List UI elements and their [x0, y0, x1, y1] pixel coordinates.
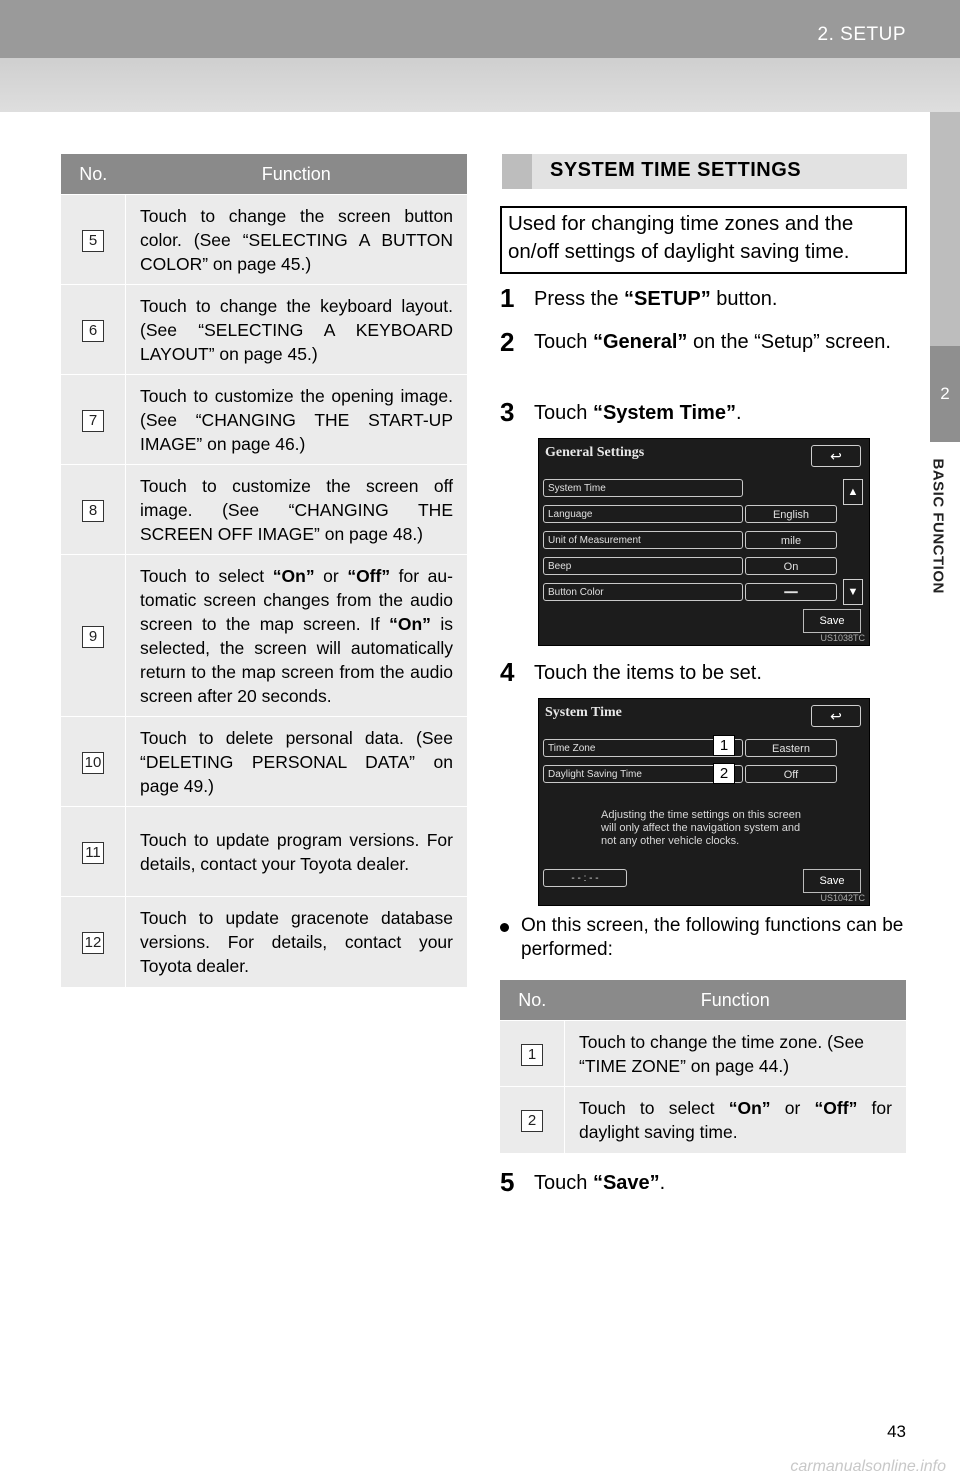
- row-function-text: Touch to delete personal data. (See “DELETING PERSONAL DATA” on page 49.): [126, 717, 468, 807]
- text-part: Touch to select: [579, 1097, 729, 1118]
- table-row: [61, 465, 467, 555]
- bullet-icon: [500, 923, 509, 932]
- step-3: [500, 398, 742, 428]
- table-row: [500, 1021, 906, 1087]
- step-bold: “General”: [592, 331, 688, 353]
- page-header: [0, 0, 960, 112]
- step-text: .: [659, 1172, 666, 1194]
- scroll-down-button[interactable]: ▼: [843, 579, 863, 605]
- step-number: 3: [500, 397, 515, 427]
- back-button[interactable]: ↩: [811, 705, 861, 727]
- system-time-row[interactable]: System Time: [543, 479, 743, 497]
- step-text: Touch the items to be set.: [534, 662, 762, 684]
- row-number-badge: 6: [82, 320, 104, 342]
- step-text: .: [735, 402, 742, 424]
- col-no-header: No.: [61, 154, 126, 195]
- daylight-saving-value[interactable]: Off: [745, 765, 837, 783]
- row-number-badge: 1: [521, 1044, 543, 1066]
- table-row: [61, 897, 467, 987]
- row-number-badge: 5: [82, 230, 104, 252]
- general-settings-screenshot: [538, 438, 870, 646]
- step-number: 4: [500, 657, 515, 687]
- unit-value[interactable]: mile: [745, 531, 837, 549]
- step-text: Touch: [534, 1172, 593, 1194]
- table-row: [61, 717, 467, 807]
- language-row[interactable]: Language: [543, 505, 743, 523]
- step-text: button.: [710, 288, 778, 310]
- row-function-text: Touch to update program versions. For details, contact your Toyota dealer.: [126, 807, 468, 897]
- function-table-right: [500, 980, 906, 1153]
- on-label: “On”: [728, 1097, 771, 1118]
- step-text: Touch: [534, 331, 593, 353]
- step-text: Press the: [534, 288, 625, 310]
- row-function-text: Touch to customize the screen off image. (See “CHANGING THE SCREEN OFF IMAGE” on page 48.): [126, 465, 468, 555]
- row-function-text: Touch to change the screen button color. (See “SELECTING A BUTTON COLOR” on page 45.): [126, 195, 468, 285]
- on-label: “On”: [389, 613, 431, 634]
- table-row: [61, 807, 467, 897]
- section-heading: [502, 154, 907, 189]
- section-title: 2. SETUP: [817, 24, 906, 45]
- row-function-text: Touch to customize the opening image. (See “CHANGING THE START-UP IMAGE” on page 46.): [126, 375, 468, 465]
- row-number-badge: 9: [82, 626, 104, 648]
- button-color-value[interactable]: ━━: [745, 583, 837, 601]
- beep-row[interactable]: Beep: [543, 557, 743, 575]
- row-function-text: Touch to update gracenote database versions. For details, contact your Toyota dealer.: [126, 897, 468, 987]
- table-row: [61, 555, 467, 717]
- row-function-text: Touch to change the keyboard layout. (See “SELECTING A KEYBOARD LAYOUT” on page 45.): [126, 285, 468, 375]
- text-part: for daylight saving time.: [579, 1097, 892, 1142]
- row-number-badge: 10: [82, 752, 104, 774]
- note-text: On this screen, the following functions can be performed:: [521, 915, 904, 960]
- off-label: “Off”: [814, 1097, 858, 1118]
- scroll-up-button[interactable]: ▲: [843, 479, 863, 505]
- callout-1: 1: [713, 735, 735, 756]
- section-description: Used for changing time zones and the on/off settings of daylight saving time.: [500, 206, 907, 274]
- row-function-text: [565, 1087, 907, 1153]
- col-function-header: Function: [565, 980, 907, 1021]
- off-label: “Off”: [347, 565, 391, 586]
- col-function-header: Function: [126, 154, 468, 195]
- table-row: [500, 1087, 906, 1153]
- back-button[interactable]: ↩: [811, 445, 861, 467]
- row-number-badge: 12: [82, 932, 104, 954]
- callout-2: 2: [713, 763, 735, 784]
- clock-display: - - : - -: [543, 869, 627, 887]
- time-zone-value[interactable]: Eastern: [745, 739, 837, 757]
- step-4: [500, 658, 762, 688]
- step-number: 2: [500, 327, 515, 357]
- step-number: 1: [500, 283, 515, 313]
- watermark: carmanualsonline.info: [790, 1458, 946, 1475]
- step-number: 5: [500, 1167, 515, 1197]
- step-bold: “System Time”: [592, 402, 736, 424]
- row-function-text: Touch to change the time zone. (See “TIME ZONE” on page 44.): [565, 1021, 907, 1087]
- step-1: [500, 284, 777, 314]
- table-row: [61, 285, 467, 375]
- row-number-badge: 11: [82, 842, 104, 864]
- text-part: or: [770, 1097, 815, 1118]
- function-table-left: [61, 154, 467, 987]
- text-part: Touch to select: [140, 565, 273, 586]
- row-number-badge: 2: [521, 1110, 543, 1132]
- step-text: on the “Setup” screen.: [687, 331, 891, 353]
- language-value[interactable]: English: [745, 505, 837, 523]
- info-message: Adjusting the time settings on this screen will only affect the navigation system and not any other vehicle clocks.: [601, 809, 801, 847]
- text-part: or: [314, 565, 348, 586]
- save-button[interactable]: Save: [803, 609, 861, 633]
- save-button[interactable]: Save: [803, 869, 861, 893]
- chapter-label: BASIC FUNCTION: [929, 458, 947, 594]
- system-time-screenshot: [538, 698, 870, 906]
- page-number: 43: [887, 1422, 906, 1441]
- chapter-number: 2: [940, 384, 950, 403]
- on-label: “On”: [272, 565, 315, 586]
- table-row: [61, 375, 467, 465]
- daylight-saving-row[interactable]: Daylight Saving Time: [543, 765, 743, 783]
- time-zone-row[interactable]: Time Zone: [543, 739, 743, 757]
- step-bold: “SETUP”: [624, 288, 711, 310]
- unit-of-measurement-row[interactable]: Unit of Measurement: [543, 531, 743, 549]
- heading-marker: [502, 154, 532, 189]
- image-code: US1038TC: [820, 633, 865, 643]
- screen-title: System Time: [545, 705, 622, 720]
- step-2: [500, 328, 904, 357]
- step-text: Touch: [534, 402, 593, 424]
- image-code: US1042TC: [820, 893, 865, 903]
- screen-title: General Settings: [545, 445, 645, 460]
- heading-text: SYSTEM TIME SETTINGS: [550, 159, 802, 181]
- col-no-header: No.: [500, 980, 565, 1021]
- button-color-row[interactable]: Button Color: [543, 583, 743, 601]
- step-bold: “Save”: [592, 1172, 660, 1194]
- side-tab-upper: [930, 112, 960, 346]
- bullet-note: [500, 914, 908, 962]
- text-part: for automatic screen changes from the audio screen to the map screen. If: [140, 565, 453, 634]
- row-number-badge: 8: [82, 500, 104, 522]
- text-part: is selected, the screen will automatically return to the map screen from the audio screen after 20 seconds.: [140, 613, 453, 706]
- step-5: [500, 1168, 665, 1198]
- beep-value[interactable]: On: [745, 557, 837, 575]
- table-row: [61, 195, 467, 285]
- row-number-badge: 7: [82, 410, 104, 432]
- row-function-text: [126, 555, 468, 717]
